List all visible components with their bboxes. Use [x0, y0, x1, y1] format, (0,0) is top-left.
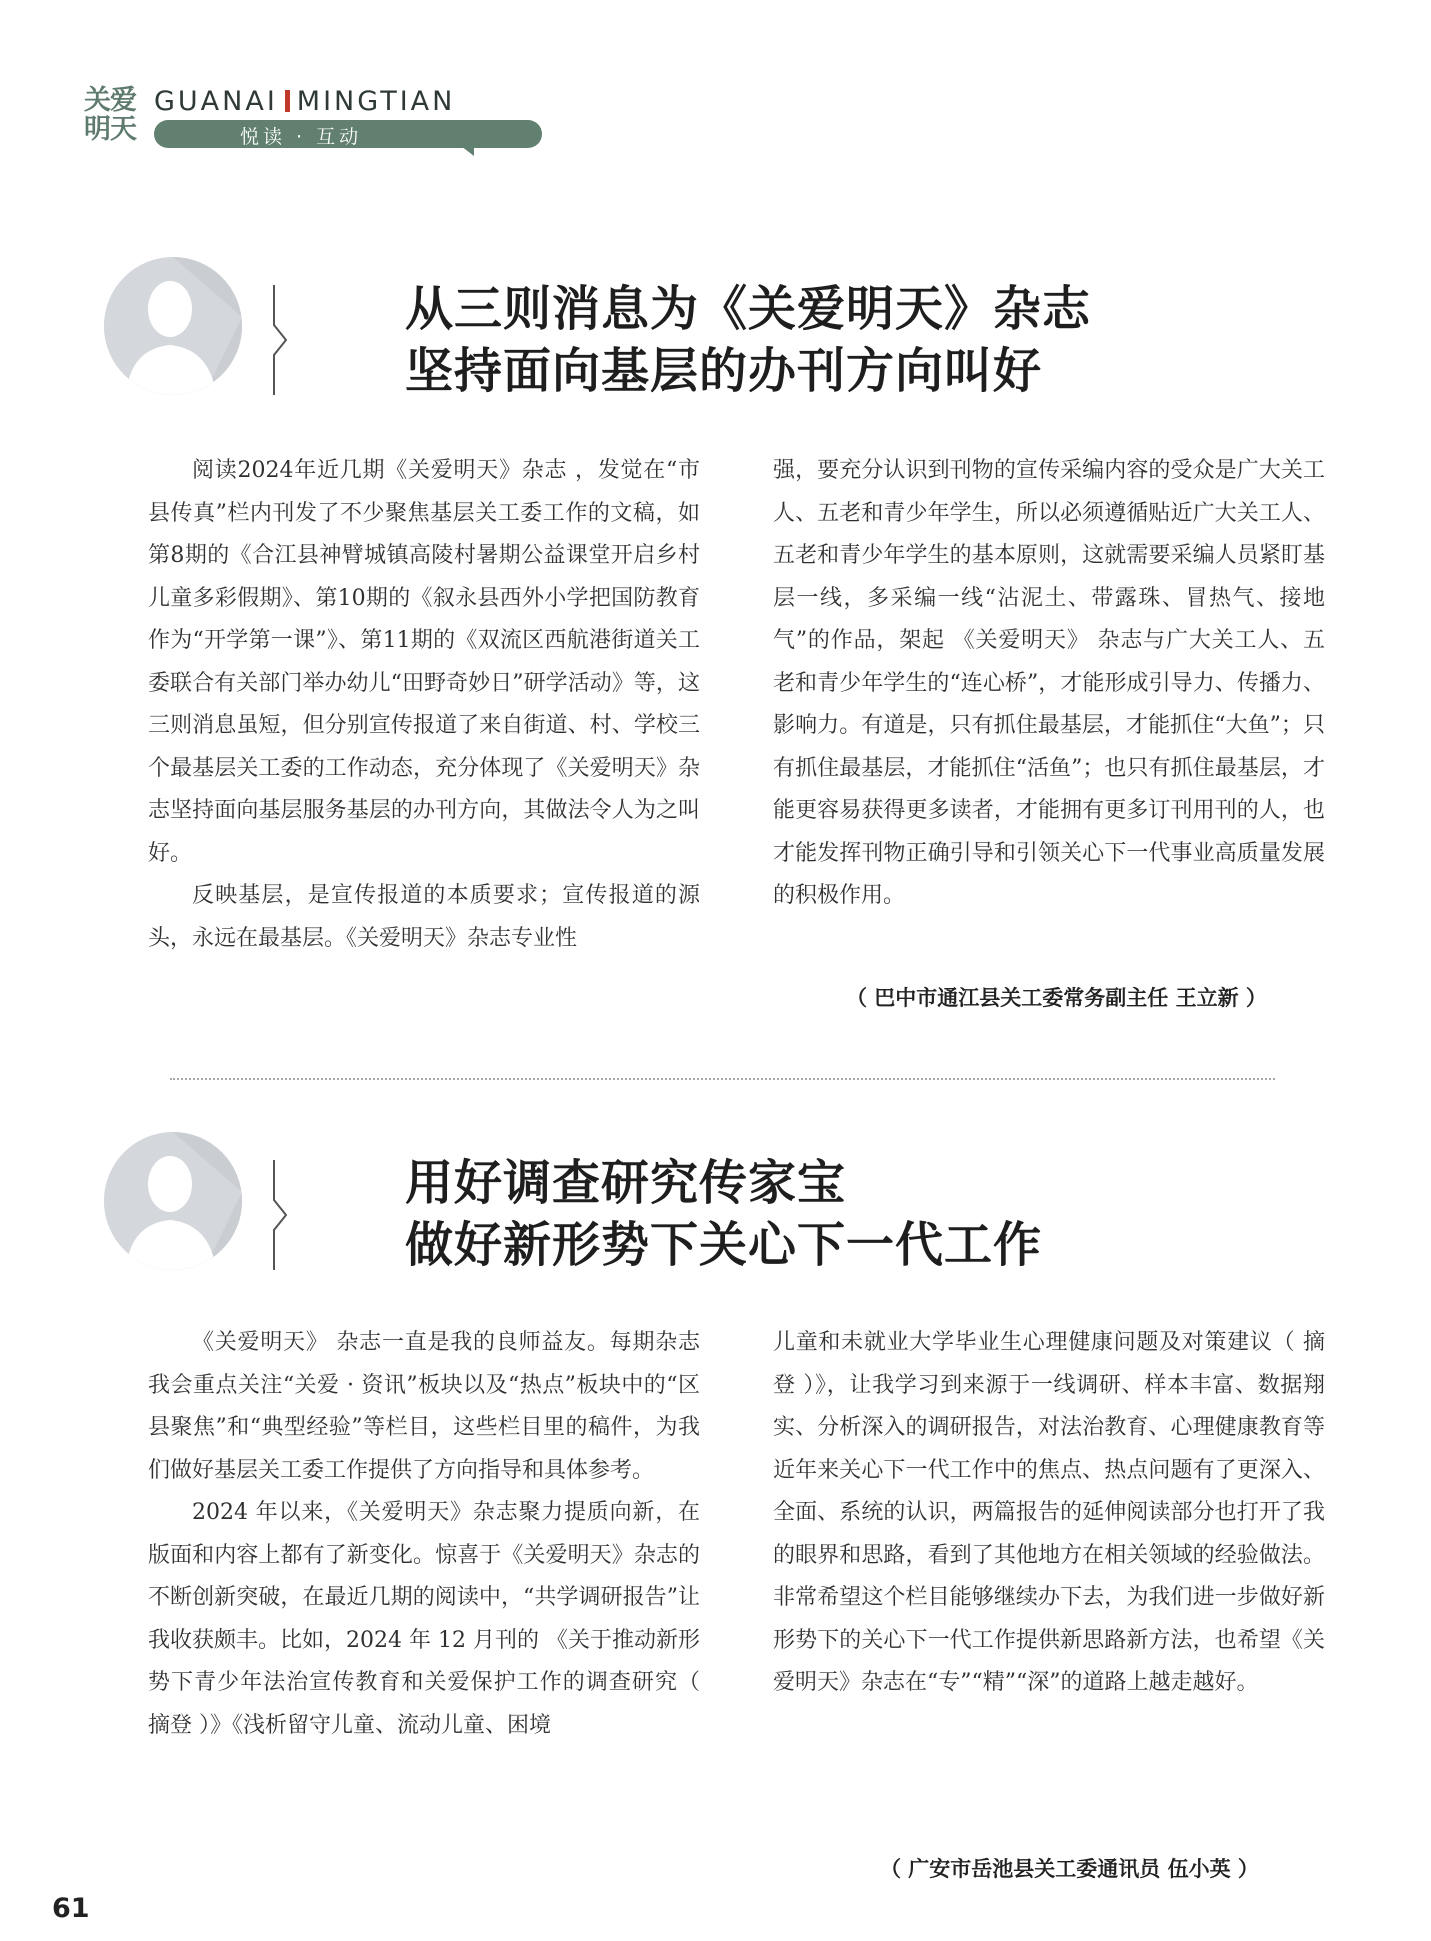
article1-signature: （ 巴中市通江县关工委常务副主任 王立新 ） [846, 986, 1267, 1010]
article1-paragraph-2: 反映基层，是宣传报道的本质要求；宣传报道的源头，永远在最基层。《关爱明天》杂志专业性 [148, 883, 700, 951]
logo-chinese: 关爱明天 [84, 85, 136, 145]
title-bracket-icon [272, 1160, 290, 1270]
article1-left-column [148, 450, 700, 960]
author-avatar-placeholder-icon [104, 257, 242, 395]
article2-title-line1: 用好调查研究传家宝 [405, 1155, 847, 1211]
logo-separator [285, 90, 290, 112]
article2-title-line2: 做好新形势下关心下一代工作 [405, 1217, 1043, 1273]
article1-paragraph-2-cont: 强，要充分认识到刊物的宣传采编内容的受众是广大关工人、五老和青少年学生，所以必须遵循贴近广大关工人、五老和青少年学生的基本原则，这就需要采编人员紧盯基层一线，多采编一线“沾泥土、带露珠、冒热气、接地气”的作品，架起 《关爱明天》 杂志与广大关工人、五老和青少年学生的“连心桥”，才能形成引导力、传播力、影响力。有道是，只有抓住最基层，才能抓住“大鱼”；只有抓住最基层，才能抓住“活鱼”；也只有抓住最基层，才能更容易获得更多读者，才能拥有更多订刊用刊的人，也才能发挥刊物正确引导和引领关心下一代事业高质量发展的积极作用。 [773, 458, 1325, 908]
article2-paragraph-2: 2024 年以来，《关爱明天》杂志聚力提质向新，在版面和内容上都有了新变化。惊喜于《关爱明天》杂志的不断创新突破，在最近几期的阅读中，“共学调研报告”让我收获颇丰。比如，2024 年 12 月刊的 《关于推动新形势下青少年法治宣传教育和关爱保护工作的调查研究（ 摘登 ）》《浅析留守儿童、流动儿童、困境 [148, 1500, 700, 1738]
section-banner-tail [448, 136, 474, 156]
article2-paragraph-2-cont: 儿童和未就业大学毕业生心理健康问题及对策建议（ 摘登 ）》，让我学习到来源于一线调研、样本丰富、数据翔实、分析深入的调研报告，对法治教育、心理健康教育等近年来关心下一代工作中的焦点、热点问题有了更深入、全面、系统的认识，两篇报告的延伸阅读部分也打开了我的眼界和思路，看到了其他地方在相关领域的经验做法。非常希望这个栏目能够继续办下去，为我们进一步做好新形势下的关心下一代工作提供新思路新方法，也希望《关爱明天》杂志在“专”“精”“深”的道路上越走越好。 [773, 1330, 1325, 1695]
article2-left-column [148, 1322, 700, 1747]
logo-en-left: GUANAI [154, 86, 278, 117]
logo-english [154, 86, 455, 117]
article1-title [405, 278, 1091, 402]
title-bracket-icon [272, 285, 290, 395]
article-divider [170, 1078, 1275, 1080]
article1-paragraph-1: 阅读2024年近几期《关爱明天》杂志 ，发觉在“市县传真”栏内刊发了不少聚焦基层关工委工作的文稿，如第8期的《合江县神臂城镇高陵村暑期公益课堂开启乡村儿童多彩假期》、第10期的《叙永县西外小学把国防教育作为“开学第一课”》、第11期的《双流区西航港街道关工委联合有关部门举办幼儿“田野奇妙日”研学活动》等，这三则消息虽短，但分别宣传报道了来自街道、村、学校三个最基层关工委的工作动态，充分体现了《关爱明天》杂志坚持面向基层服务基层的办刊方向，其做法令人为之叫好。 [148, 458, 700, 866]
article1-title-line1: 从三则消息为《关爱明天》杂志 [405, 281, 1092, 337]
article2-right-column [773, 1322, 1325, 1705]
article2-paragraph-1: 《关爱明天》 杂志一直是我的良师益友。每期杂志我会重点关注“关爱 · 资讯”板块以及“热点”板块中的“区县聚焦”和“典型经验”等栏目，这些栏目里的稿件，为我们做好基层关工委工作提供了方向指导和具体参考。 [148, 1330, 700, 1483]
author-avatar-placeholder-icon [104, 1132, 242, 1270]
article2-title [405, 1152, 1042, 1276]
logo-en-right: MINGTIAN [296, 86, 456, 117]
article2-signature: （ 广安市岳池县关工委通讯员 伍小英 ） [880, 1857, 1259, 1881]
page-number: 61 [52, 1893, 90, 1924]
section-label: 悦读 · 互动 [240, 126, 363, 148]
article1-right-column [773, 450, 1325, 918]
article1-title-line2: 坚持面向基层的办刊方向叫好 [405, 343, 1043, 399]
